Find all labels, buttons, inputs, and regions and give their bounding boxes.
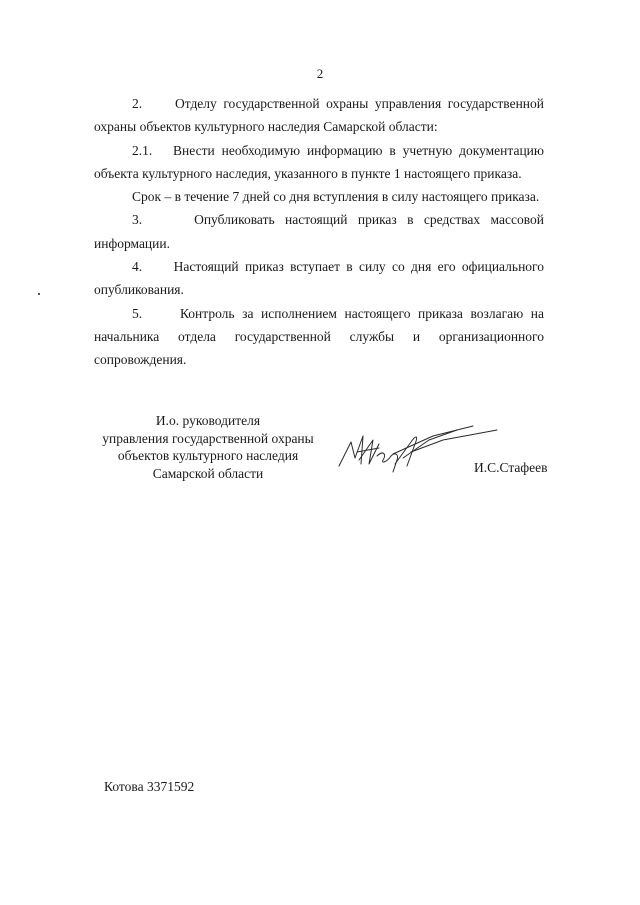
paragraph-5: 5. Контроль за исполнением настоящего приказа возлагаю на начальника отдела государственной службы и организационного сопровождения.	[94, 305, 544, 368]
page-number: 2	[316, 66, 324, 81]
paragraph-3: 3. Опубликовать настоящий приказ в средствах массовой информации.	[94, 212, 544, 251]
margin-speck	[38, 293, 40, 295]
paragraph-deadline: Срок – в течение 7 дней со дня вступления в силу настоящего приказа.	[132, 189, 540, 205]
paragraph-2-1: 2.1. Внести необходимую информацию в учетную документацию объекта культурного наследия, указанного в пункте 1 настоящего приказа.	[94, 142, 544, 181]
document-body	[94, 92, 544, 372]
signatory-title-line: объектов культурного наследия	[117, 448, 299, 463]
paragraph-2: 2. Отделу государственной охраны управления государственной охраны объектов культурного наследия Самарской области:	[94, 96, 544, 135]
paragraph-4: 4. Настоящий приказ вступает в силу со дня его официального опубликования.	[94, 259, 544, 298]
signatory-title	[100, 412, 316, 482]
executor-contact: Котова 3371592	[104, 779, 195, 794]
signatory-title-line: И.о. руководителя	[155, 413, 261, 428]
signer-name: И.С.Стафеев	[474, 460, 548, 475]
signatory-title-line: Самарской области	[152, 465, 264, 481]
signatory-title-line: управления государственной охраны	[102, 430, 314, 446]
